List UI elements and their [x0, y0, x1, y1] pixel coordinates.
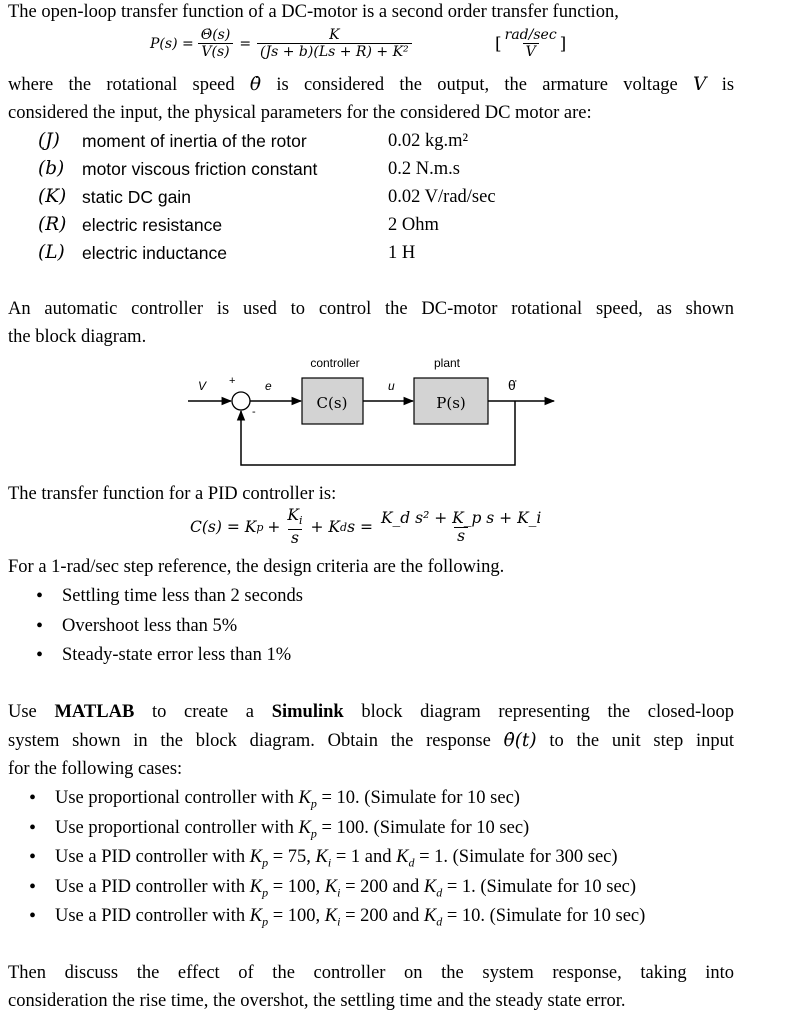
list-item: • Use proportional controller with $K_p = 10$. (Simulate for 10 sec) [55, 784, 645, 814]
label-minus: - [252, 406, 256, 418]
plant-tf-frac1-num: Θ̇(s) [200, 27, 231, 43]
task-theta-t: θ̇(t) [503, 730, 537, 751]
parameter-description: moment of inertia of the rotor [82, 131, 307, 151]
parameter-row [38, 183, 558, 211]
unit-num: rad/sec [504, 27, 557, 43]
cases-list [55, 784, 645, 932]
controller-intro-line-2: the block diagram. [8, 327, 147, 347]
parameter-description: electric inductance [82, 243, 227, 263]
unit-close-bracket: ] [559, 34, 567, 54]
pid-intro: The transfer function for a PID controller is: [8, 484, 337, 504]
parameter-value: 0.02 V/rad/sec [388, 187, 496, 207]
list-item: • Steady-state error less than 1% [62, 641, 303, 671]
parameter-description: motor viscous friction constant [82, 159, 318, 179]
criteria-intro: For a 1-rad/sec step reference, the design criteria are the following. [8, 557, 505, 577]
plant-tf-frac2-num: K [329, 27, 340, 43]
label-controller: controller [310, 356, 360, 370]
parameter-value: 1 H [388, 243, 416, 263]
unit-den: V [523, 43, 539, 61]
task-line-2-end: to the unit step input [549, 731, 735, 751]
unit-open-bracket: [ [495, 34, 502, 54]
parameter-row [38, 127, 558, 155]
task-line-2 [8, 729, 734, 753]
parameter-value: 0.02 kg.m² [388, 131, 469, 151]
pid-lhs: C(s) = K [190, 518, 257, 536]
conclusion-line-2: consideration the rise time, the overshot, the settling time and the steady state error. [8, 991, 626, 1011]
pid-term3-tail: s = [347, 518, 373, 536]
unit-fraction [502, 27, 560, 61]
plant-tf-fraction-1 [198, 27, 234, 61]
label-signal-u: u [388, 379, 395, 393]
pid-integral-fraction [284, 507, 305, 547]
parameter-description: static DC gain [82, 187, 191, 207]
task-w3: block diagram representing the closed-loop [361, 702, 735, 722]
pid-ki: K [287, 505, 299, 524]
label-error-e: e [265, 379, 272, 393]
intro-line-2 [8, 73, 734, 97]
controller-block-label: C(s) [316, 394, 348, 412]
list-item: • Overshoot less than 5% [62, 612, 303, 642]
parameter-symbol: (b) [38, 158, 65, 179]
label-plus: + [229, 375, 236, 387]
plant-block-label: P(s) [436, 394, 466, 412]
plant-transfer-function [150, 22, 412, 66]
voltage-symbol: V [693, 74, 707, 95]
pid-lhs-sub: p [256, 520, 264, 534]
intro-line-2-start: where the rotational speed [8, 75, 235, 95]
intro-line-2-tail: is [721, 75, 735, 95]
pid-equation [190, 505, 544, 549]
list-item: • Use a PID controller with $K_p = 100$, $K_i = 200$ and $K_d = 1$. (Simulate for 10 sec) [55, 873, 645, 903]
pid-combined-fraction [378, 510, 544, 545]
task-w1: Use [8, 702, 37, 722]
pid-rhs-den: s [454, 527, 468, 545]
list-item: • Use proportional controller with $K_p = 100$. (Simulate for 10 sec) [55, 814, 645, 844]
pid-term3-sub: d [340, 520, 348, 534]
intro-line-1: The open-loop transfer function of a DC-motor is a second order transfer function, [8, 2, 619, 22]
pid-plus-1: + [267, 518, 281, 536]
conclusion-line-1: Then discuss the effect of the controller on the system response, taking into [8, 963, 734, 983]
pid-ki-sub: i [298, 514, 303, 528]
parameter-symbol: (L) [38, 242, 65, 263]
plant-tf-units [495, 22, 566, 66]
summing-junction [232, 392, 250, 410]
pid-frac-den: s [288, 529, 302, 547]
plant-tf-fraction-2 [257, 27, 412, 61]
pid-term3: + K [310, 518, 341, 536]
task-simulink: Simulink [271, 702, 344, 722]
parameter-symbol: (K) [38, 186, 67, 207]
plant-tf-equals: = [239, 36, 252, 52]
parameter-row [38, 211, 558, 239]
controller-intro-line-1: An automatic controller is used to control the DC-motor rotational speed, as shown [8, 299, 734, 319]
list-item: • Settling time less than 2 seconds [62, 582, 303, 612]
task-line-3: for the following cases: [8, 759, 183, 779]
label-output-theta: θ̇ [508, 377, 516, 393]
task-line-2-start: system shown in the block diagram. Obtain the response [8, 731, 491, 751]
label-input-v: V [198, 379, 207, 393]
list-item: • Use a PID controller with $K_p = 75$, $K_i = 1$ and $K_d = 1$. (Simulate for 300 sec) [55, 843, 645, 873]
pid-rhs-num: K_d s² + K_p s + K_i [380, 508, 542, 527]
parameter-value: 0.2 N.m.s [388, 159, 460, 179]
task-w2: to create a [151, 702, 255, 722]
theta-dot-symbol: θ̇ [249, 74, 262, 95]
task-line-1 [8, 700, 734, 724]
list-item: • Use a PID controller with $K_p = 100$, $K_i = 200$ and $K_d = 10$. (Simulate for 10 sec) [55, 902, 645, 932]
parameter-row [38, 239, 558, 267]
plant-tf-frac1-den: V(s) [198, 43, 232, 61]
block-diagram [180, 352, 560, 470]
task-matlab: MATLAB [54, 702, 135, 722]
parameter-symbol: (J) [38, 130, 60, 151]
parameter-symbol: (R) [38, 214, 67, 235]
plant-tf-frac2-den: (Js + b)(Ls + R) + K² [257, 43, 412, 61]
intro-line-2-end: is considered the output, the armature voltage [276, 75, 678, 95]
parameter-description: electric resistance [82, 215, 223, 235]
parameter-row [38, 155, 558, 183]
label-plant: plant [433, 356, 461, 370]
parameter-value: 2 Ohm [388, 215, 439, 235]
intro-line-3: considered the input, the physical parameters for the considered DC motor are: [8, 103, 592, 123]
plant-tf-lhs: P(s) = [150, 36, 194, 52]
criteria-list [62, 582, 303, 671]
